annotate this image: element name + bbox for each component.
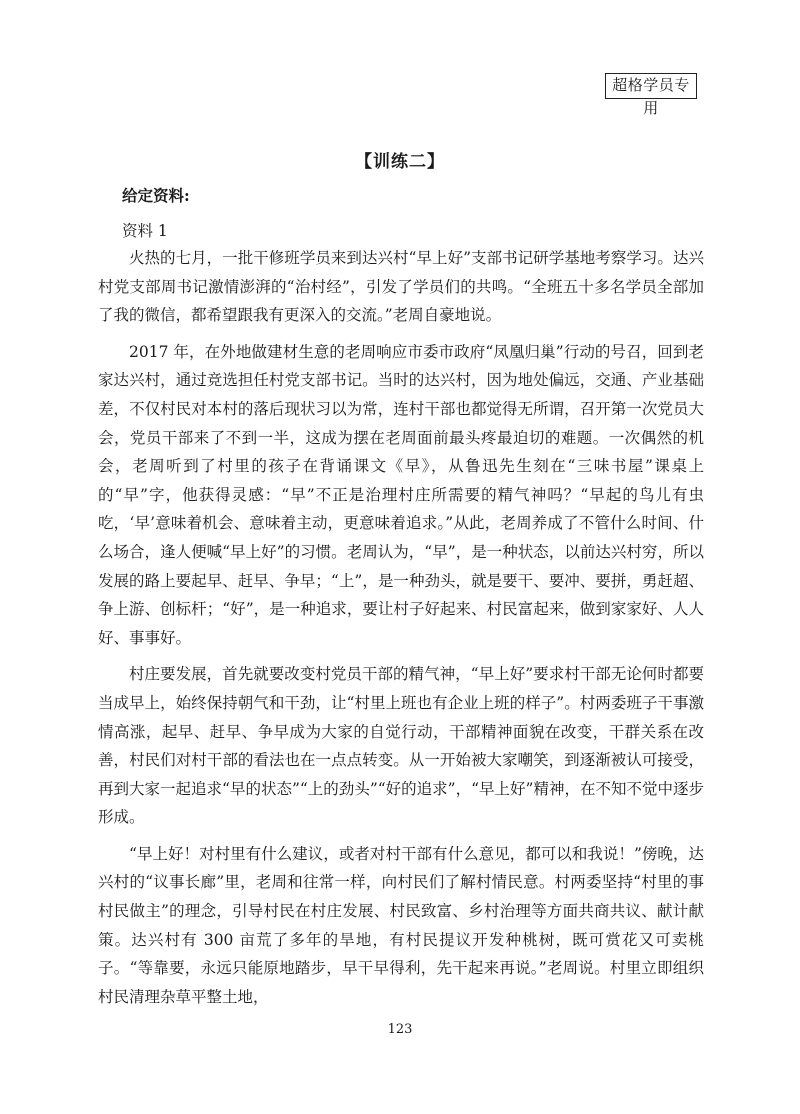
section-title: 【训练二】 (355, 152, 445, 172)
material-1-label: 资料 1 (122, 222, 168, 240)
paragraph-1: 火热的七月，一批干修班学员来到达兴村“早上好”支部书记研学基地考察学习。达兴村党支部周书记激情澎湃的“治村经”，引发了学员们的共鸣。“全班五十多名学员全部加了我的微信，都希望跟我有更深入的交流。”老周自豪地说。 (98, 249, 704, 325)
given-materials-label: 给定资料: (122, 186, 190, 205)
paragraph-3: 村庄要发展，首先就要改变村党员干部的精气神，“早上好”要求村干部无论何时都要当成早上，始终保持朝气和干劲，让“村里上班也有企业上班的样子”。村两委班子干事激情高涨，起早、赶早、争早成为大家的自觉行动，干部精神面貌在改变，干群关系在改善，村民们对村干部的看法也在一点点转变。从一开始被大家嘲笑，到逐渐被认可接受，再到大家一起追求“早的状态”“上的劲头”“好的追求”，“早上好”精神，在不知不觉中逐步形成。 (98, 665, 704, 827)
exclusive-use-stamp: 超格学员专用 (605, 73, 697, 99)
material-body (98, 244, 704, 1019)
paragraph-2: 2017 年，在外地做建材生意的老周响应市委市政府“凤凰归巢”行动的号召，回到老家达兴村，通过竞选担任村党支部书记。当时的达兴村，因为地处偏远，交通、产业基础差，不仅村民对本村的落后现状习以为常，连村干部也都觉得无所谓，召开第一次党员大会，党员干部来了不到一半，这成为摆在老周面前最头疼最迫切的难题。一次偶然的机会，老周听到了村里的孩子在背诵课文《早》，从鲁迅先生刻在“三味书屋”课桌上的“早”字，他获得灵感：“早”不正是治理村庄所需要的精气神吗？“早起的鸟儿有虫吃，‘早’意味着机会、意味着主动，更意味着追求。”从此，老周养成了不管什么时间、什么场合，逢人便喊“早上好”的习惯。老周认为，“早”，是一种状态，以前达兴村穷，所以发展的路上要起早、赶早、争早；“上”，是一种劲头，就是要干、要冲、要拼，勇赶超、争上游、创标杆；“好”，是一种追求，要让村子好起来、村民富起来，做到家家好、人人好、事事好。 (98, 342, 704, 647)
page-number: 123 (387, 1022, 413, 1037)
paragraph-4: “早上好！对村里有什么建议，或者对村干部有什么意见，都可以和我说！”傍晚，达兴村的“议事长廊”里，老周和往常一样，向村民们了解村情民意。村两委坚持“村里的事村民做主”的理念，引导村民在村庄发展、村民致富、乡村治理等方面共商共议、献计献策。达兴村有 300 亩荒了多年的旱地，有村民提议开发种桃树，既可赏花又可卖桃子。“等靠要，永远只能原地踏步，早干早得利，先干起来再说。”老周说。村里立即组织村民清理杂草平整土地， (98, 844, 704, 1006)
